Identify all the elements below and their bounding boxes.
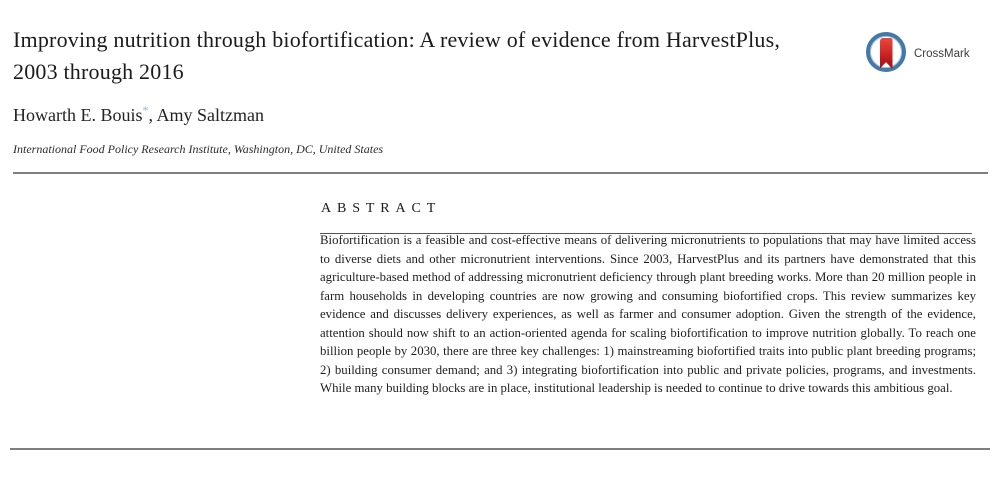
abstract-heading: ABSTRACT xyxy=(321,201,442,216)
author-2: Amy Saltzman xyxy=(156,105,264,125)
author-separator: , xyxy=(148,105,157,125)
header-divider-rule xyxy=(13,172,988,174)
crossmark-badge[interactable] xyxy=(866,32,984,74)
author-line xyxy=(13,105,264,126)
affiliation: International Food Policy Research Institute, Washington, DC, United States xyxy=(13,142,384,156)
paper-title: Improving nutrition through biofortification: A review of evidence from HarvestPlus, 2003 through 2016 xyxy=(13,27,781,84)
author-1: Howarth E. Bouis xyxy=(13,105,143,125)
footer-divider-rule xyxy=(10,448,990,450)
crossmark-label: CrossMark xyxy=(914,48,970,60)
abstract-text: Biofortification is a feasible and cost-effective means of delivering micronutrients to populations that may have limited access to diverse diets and other micronutrient interventions. Since 2003, HarvestPlus and its partners have demonstrated that this agriculture-based method of addressing micronutrient deficiency through plant breeding works. More than 20 million people in farm households in developing countries are now growing and consuming biofortified crops. This review summarizes key evidence and discusses delivery experiences, as well as farmer and consumer adoption. Given the strength of the evidence, attention should now shift to an action-oriented agenda for scaling biofortification to improve nutrition globally. To reach one billion people by 2030, there are three key challenges: 1) mainstreaming biofortified traits into public plant breeding programs; 2) building consumer demand; and 3) integrating biofortification into public and private policies, programs, and investments. While many building blocks are in place, institutional leadership is needed to continue to drive towards this ambitious goal. xyxy=(320,233,976,395)
corresponding-author-mark: * xyxy=(142,103,149,117)
